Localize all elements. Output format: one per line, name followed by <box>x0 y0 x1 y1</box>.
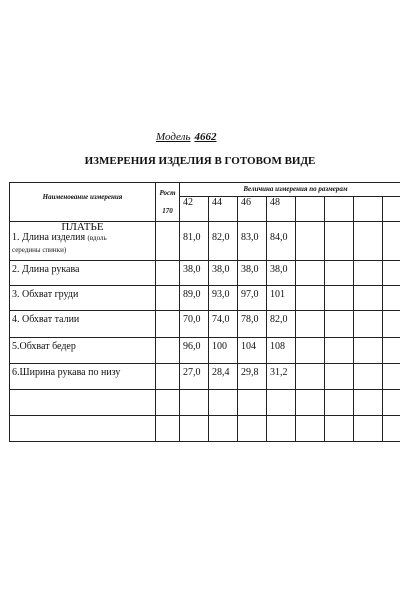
value-cell: 29,8 <box>238 363 267 389</box>
value-cell: 78,0 <box>238 310 267 337</box>
value-cell: 70,0 <box>180 310 209 337</box>
size-cell: 42 <box>180 197 209 222</box>
model-number: 4662 <box>194 131 217 143</box>
value-cell: 38,0 <box>180 260 209 285</box>
size-cell <box>383 197 400 222</box>
table-row <box>10 363 400 389</box>
rost-value: 170 <box>162 207 173 215</box>
model-label <box>156 131 216 143</box>
section-label: ПЛАТЬЕ <box>10 222 156 233</box>
value-cell: 89,0 <box>180 285 209 310</box>
value-cell: 97,0 <box>238 285 267 310</box>
size-cell <box>296 197 325 222</box>
name-header: Наименование измерения <box>10 183 156 222</box>
rost-header <box>156 183 180 222</box>
value-cell: 83,0 <box>238 232 267 260</box>
model-label-text: Модель <box>156 131 191 143</box>
row-name: 6.Ширина рукава по низу <box>10 363 156 389</box>
empty-row <box>10 415 400 441</box>
value-cell: 27,0 <box>180 363 209 389</box>
size-cell <box>354 197 383 222</box>
value-cell: 84,0 <box>267 232 296 260</box>
value-cell: 82,0 <box>267 310 296 337</box>
size-cell: 46 <box>238 197 267 222</box>
value-cell: 38,0 <box>209 260 238 285</box>
row-name: 5.Обхват бедер <box>10 337 156 363</box>
value-cell: 101 <box>267 285 296 310</box>
table-row <box>10 260 400 285</box>
sizes-header: Величина измерения по размерам <box>180 183 400 197</box>
document-title: ИЗМЕРЕНИЯ ИЗДЕЛИЯ В ГОТОВОМ ВИДЕ <box>84 155 316 167</box>
value-cell: 81,0 <box>180 232 209 260</box>
table-row <box>10 337 400 363</box>
row-name: 2. Длина рукава <box>10 260 156 285</box>
section-row <box>10 222 400 233</box>
size-cell: 44 <box>209 197 238 222</box>
row-name: 3. Обхват груди <box>10 285 156 310</box>
value-cell: 82,0 <box>209 232 238 260</box>
value-cell: 38,0 <box>267 260 296 285</box>
size-cell <box>325 197 354 222</box>
value-cell: 104 <box>238 337 267 363</box>
value-cell: 38,0 <box>238 260 267 285</box>
table-row <box>10 232 400 260</box>
value-cell: 100 <box>209 337 238 363</box>
table-row <box>10 285 400 310</box>
value-cell: 96,0 <box>180 337 209 363</box>
rost-label: Рост <box>159 189 176 197</box>
value-cell: 28,4 <box>209 363 238 389</box>
value-cell: 74,0 <box>209 310 238 337</box>
header-row <box>10 183 400 197</box>
value-cell: 108 <box>267 337 296 363</box>
value-cell: 93,0 <box>209 285 238 310</box>
row-name: 4. Обхват талии <box>10 310 156 337</box>
empty-row <box>10 389 400 415</box>
row-name: 1. Длина изделия (вдоль середины спинки) <box>10 232 156 260</box>
table-row <box>10 310 400 337</box>
size-cell: 48 <box>267 197 296 222</box>
value-cell: 31,2 <box>267 363 296 389</box>
measurements-table <box>9 182 400 442</box>
